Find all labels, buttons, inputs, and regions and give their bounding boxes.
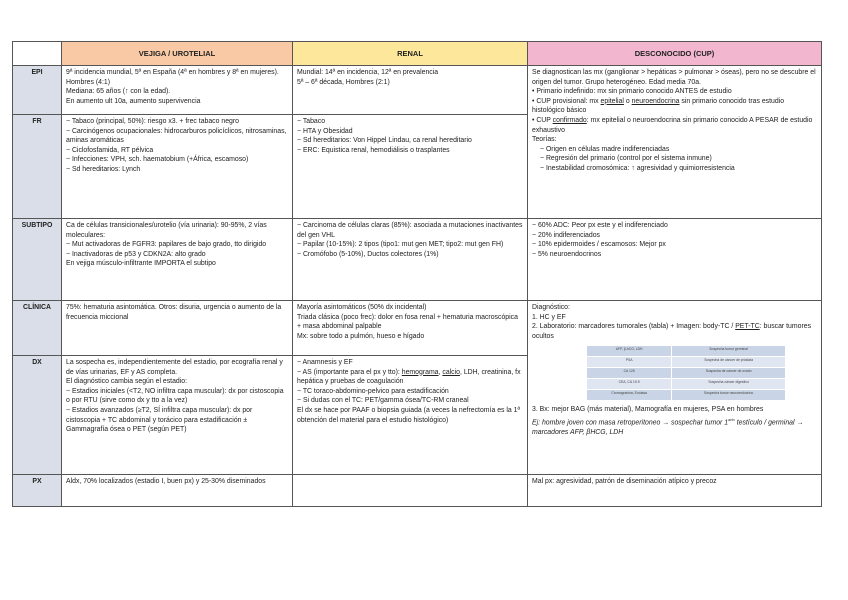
px-vejiga-line: Aldx, 70% localizados (estadio I, buen px) y 25-30% diseminados <box>66 478 266 485</box>
fr-renal-line: − Sd hereditarios: Von Hippel Lindau, ca renal hereditario <box>297 137 472 145</box>
clinica-vejiga-line: 75%: hematuria asintomática. Otros: disuria, urgencia o aumento de la frecuencia miccional <box>66 304 282 321</box>
cup-ej-2: testículo / germinal → marcadores AFP, βHCG, LDH <box>532 419 804 436</box>
clinica-renal-cell <box>293 301 528 356</box>
epi-vejiga-line: En aumento ult 10a, aumento supervivencia <box>66 97 201 105</box>
comparison-table <box>12 41 822 507</box>
epi-vejiga-line: 9ª incidencia mundial, 5ª en España (4ª en hombres y 8ª en mujeres). Hombres (4:1) <box>66 69 279 86</box>
cup-bullet-provisional <box>532 97 817 116</box>
markers-row <box>587 357 786 368</box>
marker-cell: Cromogranina, Enolasa <box>587 390 672 401</box>
clinica-renal-line: Mx: sobre todo a pulmón, hueso e hígado <box>297 332 425 340</box>
marker-desc: Sospecha tumor germinal <box>672 346 786 357</box>
fr-vejiga-line: − Ciclofosfamida, RT pélvica <box>66 146 154 154</box>
markers-row <box>587 346 786 357</box>
fr-renal-line: − HTA y Obesidad <box>297 127 353 135</box>
cup-teoria-item: − Origen en células madre indiferenciadas <box>540 145 670 153</box>
row-subtipo <box>13 219 822 301</box>
epi-renal-line: Mundial: 14ª en incidencia, 12ª en prevalencia <box>297 69 439 76</box>
px-renal-cell <box>293 475 528 507</box>
row-label-clinica: CLÍNICA <box>13 301 62 356</box>
marker-desc: Sospecha de cáncer de próstata <box>672 357 786 368</box>
subtipo-renal-line: − Carcinoma de células claras (85%): asociada a mutaciones inactivantes del gen VHL <box>297 222 523 239</box>
fr-vejiga-line: − Infecciones: VPH, sch. haematobium (+África, escamoso) <box>66 156 249 164</box>
fr-renal-line: − ERC: Equistica renal, hemodiálisis o trasplantes <box>297 146 450 154</box>
cup-ej-sup: ario <box>728 416 735 422</box>
subtipo-renal-line: − Papilar (10-15%): 2 tipos (tipo1: mut gen MET; tipo2: mut gen FH) <box>297 241 504 249</box>
header-cup: DESCONOCIDO (CUP) <box>528 42 822 66</box>
px-cup-cell <box>528 475 822 507</box>
cup-biopsia: 3. Bx: mejor BAG (más material), Mamografía en mujeres, PSA en hombres <box>532 406 764 414</box>
dx-renal-as-pre: − AS (importante para el px y tto): <box>297 368 402 376</box>
dx-renal-line: El dx se hace por PAAF o biopsia guiada (a veces la nefrectomía es la 1ª obtención del material para el estudio histológico) <box>297 406 521 424</box>
clinica-vejiga-cell <box>62 301 293 356</box>
fr-vejiga-line: − Tabaco (principal, 50%): riesgo x3. + frec tabaco negro <box>66 118 240 125</box>
dx-renal-as <box>297 368 523 387</box>
dx-vejiga-line: − Estadios iniciales (<T2, NO infiltra capa muscular): dx por cistoscopia o por RTU (sirve como dx y tto a la vez) <box>66 387 284 405</box>
dx-vejiga-line: El diagnóstico cambia según el estadio: <box>66 378 188 386</box>
subtipo-cup-cell <box>528 219 822 301</box>
cup-b3-confirmado: confirmado <box>552 116 587 124</box>
markers-row <box>587 379 786 390</box>
fr-vejiga-line: − Carcinógenos ocupacionales: hidrocarburos policíclicos, nitrosaminas, aminas aromáticas <box>66 127 287 145</box>
epi-vejiga-cell <box>62 66 293 115</box>
marker-cell: CA 125 <box>587 368 672 379</box>
cup-teorias-label: Teorías: <box>532 136 557 144</box>
cup-teoria-item: − Regresión del primario (control por el sistema inmune) <box>540 155 712 163</box>
subtipo-vejiga-line: En vejiga músculo-infiltrante IMPORTA el subtipo <box>66 260 216 268</box>
markers-table <box>586 345 786 401</box>
marker-desc: Sospecha de cáncer de ovario <box>672 368 786 379</box>
subtipo-cup-line: − 20% indiferenciados <box>532 231 600 239</box>
cup-epi-fr-cell <box>528 66 822 219</box>
row-px <box>13 475 822 507</box>
cup-intro: Se diagnostican las mx (ganglionar > hepáticas > pulmonar > óseas), pero no se descubre el origen del tumor. Grupo heterogéneo. Edad media 70a. <box>532 69 816 86</box>
header-row <box>13 42 822 66</box>
dx-renal-as-mid: , <box>438 368 443 376</box>
cup-b2-neuroendocrina: neuroendocrina <box>631 97 680 105</box>
marker-desc: Sospecha tumor neuroendocrino <box>672 390 786 401</box>
cup-b2-mid: o <box>623 97 632 105</box>
dx-renal-cell <box>293 356 528 475</box>
fr-renal-line: − Tabaco <box>297 118 326 125</box>
epi-renal-cell <box>293 66 528 115</box>
dx-vejiga-line: La sospecha es, independientemente del estadio, por ecografía renal y de vías urinarias, EF y AS completa. <box>66 359 283 376</box>
marker-cell: AFP, β-hCG, LDH <box>587 346 672 357</box>
cup-hc-ef: 1. HC y EF <box>532 313 566 321</box>
cup-lab-post: : buscar tumores ocultos <box>532 323 812 340</box>
subtipo-vejiga-line: − Mut activadoras de FGFR3: papilares de bajo grado, tto dirigido <box>66 241 267 249</box>
fr-vejiga-line: − Sd hereditarios: Lynch <box>66 165 141 173</box>
cup-b2-epitelial: epitelial <box>600 97 624 105</box>
clinica-renal-line: Triada clásica (poco frec): dolor en fosa renal + hematuria macroscópica + masa abdominal palpable <box>297 313 518 331</box>
subtipo-vejiga-line: − Inactivadoras de p53 y CDKN2A: alto grado <box>66 250 206 258</box>
marker-cell: CEA, CA 19-9 <box>587 379 672 390</box>
markers-row <box>587 390 786 401</box>
fr-vejiga-cell <box>62 115 293 219</box>
dx-renal-calcio: calcio <box>442 368 460 376</box>
marker-desc: Sospecha cáncer digestivo <box>672 379 786 390</box>
cup-ejemplo <box>532 415 817 437</box>
subtipo-cup-line: − 10% epidermoides / escamosos: Mejor px <box>532 241 666 249</box>
dx-vejiga-cell <box>62 356 293 475</box>
cup-b2-post: sin primario conocido tras estudio histológico básico <box>532 97 785 115</box>
dx-renal-as-post: , LDH, creatinina, fx hepática y pruebas de coagulación <box>297 368 521 386</box>
cup-bullet-primario: • Primario indefinido: mx sin primario conocido ANTES de estudio <box>532 88 732 96</box>
row-label-subtipo: SUBTIPO <box>13 219 62 301</box>
cup-ej-1: Ej: hombre joven con masa retroperitoneo → sospechar tumor 1 <box>532 419 729 427</box>
px-cup-line: Mal px: agresividad, patrón de diseminación atípico y precoz <box>532 478 717 485</box>
cup-laboratorio <box>532 322 817 341</box>
clinica-renal-line: Mayoría asintomáticos (50% dx incidental) <box>297 304 427 311</box>
subtipo-cup-line: − 5% neuroendocrinos <box>532 250 602 258</box>
subtipo-renal-cell <box>293 219 528 301</box>
corner-cell <box>13 42 62 66</box>
epi-renal-line: 5ª – 6ª década, Hombres (2:1) <box>297 78 390 86</box>
dx-renal-line: − Anamnesis y EF <box>297 359 353 366</box>
cup-lab-pettc: PET-TC <box>735 323 760 331</box>
row-label-dx: DX <box>13 356 62 475</box>
subtipo-vejiga-line: Ca de células transicionales/urotelio (vía urinaria): 90-95%, 2 vías moleculares: <box>66 222 267 239</box>
marker-cell: PSA <box>587 357 672 368</box>
cup-diagnostico-label: Diagnóstico: <box>532 304 570 311</box>
cup-lab-pre: 2. Laboratorio: marcadores tumorales (tabla) + Imagen: body-TC / <box>532 323 736 331</box>
row-clinica <box>13 301 822 356</box>
markers-row <box>587 368 786 379</box>
row-label-px: PX <box>13 475 62 507</box>
cup-bullet-confirmado <box>532 116 817 135</box>
dx-renal-line: − TC toraco-abdomino-pelvico para estadificación <box>297 387 449 395</box>
cup-b3-pre: • CUP <box>532 116 553 124</box>
dx-vejiga-line: − Estadios avanzados (≥T2, SÍ infiltra capa muscular): dx por cistoscopia + TC abdominal y torácico para estadificación ± Gammagrafía ósea o PET (según PET) <box>66 406 253 434</box>
clinica-dx-cup-cell <box>528 301 822 475</box>
header-vejiga: VEJIGA / UROTELIAL <box>62 42 293 66</box>
row-label-epi: EPI <box>13 66 62 115</box>
dx-renal-hemograma: hemograma <box>401 368 439 376</box>
cup-b2-pre: • CUP provisional: mx <box>532 97 601 105</box>
dx-renal-line: − Si dudas con el TC: PET/gamma ósea/TC-RM craneal <box>297 397 469 405</box>
subtipo-vejiga-cell <box>62 219 293 301</box>
cup-b3-post: : mx epitelial o neuroendocrina sin primario conocido A PESAR de estudio exhaustivo <box>532 116 813 134</box>
subtipo-renal-line: − Cromófobo (5-10%), Ductos colectores (1%) <box>297 250 439 258</box>
subtipo-cup-line: − 60% ADC: Peor px este y el indiferenciado <box>532 222 668 229</box>
row-epi <box>13 66 822 115</box>
fr-renal-cell <box>293 115 528 219</box>
header-renal: RENAL <box>293 42 528 66</box>
row-label-fr: FR <box>13 115 62 219</box>
epi-vejiga-line: Mediana: 65 años (↑ con la edad). <box>66 88 171 96</box>
px-vejiga-cell <box>62 475 293 507</box>
cup-teoria-item: − Inestabilidad cromosómica: ↑ agresividad y quimiorresistencia <box>540 164 735 172</box>
